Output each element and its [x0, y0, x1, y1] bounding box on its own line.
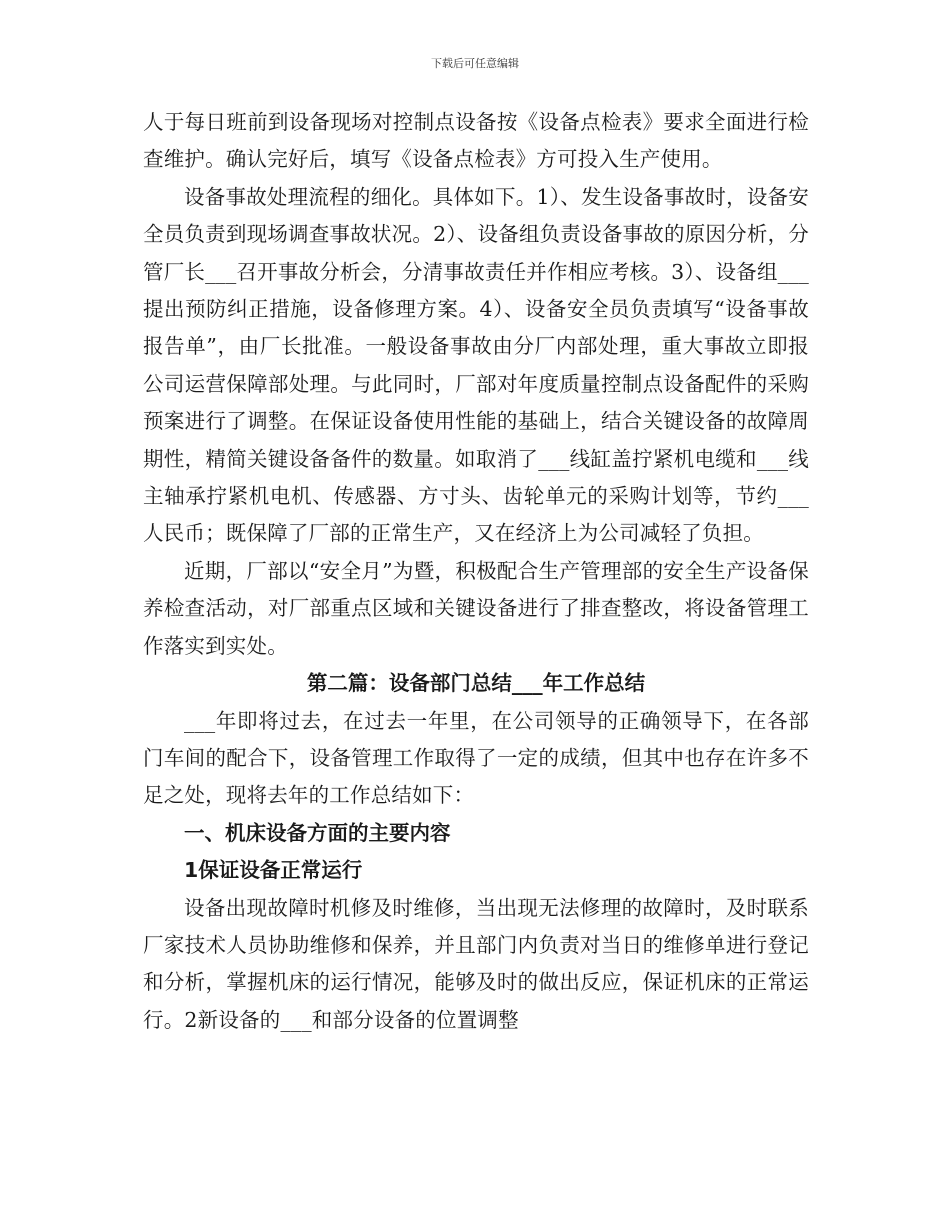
page-header: 下载后可任意编辑 [431, 57, 519, 70]
heading-machine-tools: 一、机床设备方面的主要内容 [184, 820, 451, 845]
paragraph-maintenance: 设备出现故障时机修及时维修，当出现无法修理的故障时，及时联系厂家技术人员协助维修和保养，并且部门内负责对当日的维修单进行登记和分析，掌握机床的运行情况，能够及时的做出反应，保证机床的正常运行。2新设备的___和部分设备的位置调整 [143, 895, 809, 1032]
paragraph-inspection: 人于每日班前到设备现场对控制点设备按《设备点检表》要求全面进行检查维护。确认完好后，填写《设备点检表》方可投入生产使用。 [143, 110, 809, 172]
heading-normal-operation: 1保证设备正常运行 [184, 858, 363, 883]
section-title: 第二篇：设备部门总结___年工作总结 [306, 671, 646, 696]
paragraph-intro: ___年即将过去，在过去一年里，在公司领导的正确领导下，在各部门车间的配合下，设备管理工作取得了一定的成绩，但其中也存在许多不足之处，现将去年的工作总结如下： [143, 708, 809, 808]
document-body [143, 104, 809, 1039]
paragraph-safety-month: 近期，厂部以“安全月”为暨，积极配合生产管理部的安全生产设备保养检查活动，对厂部重点区域和关键设备进行了排查整改，将设备管理工作落实到实处。 [143, 558, 809, 658]
paragraph-accident-process: 设备事故处理流程的细化。具体如下。1）、发生设备事故时，设备安全员负责到现场调查事故状况。2）、设备组负责设备事故的原因分析，分管厂长___召开事故分析会，分清事故责任并作相应考核。3）、设备组___提出预防纠正措施，设备修理方案。4）、设备安全员负责填写“设备事故报告单”，由厂长批准。一般设备事故由分厂内部处理，重大事故立即报公司运营保障部处理。与此同时，厂部对年度质量控制点设备配件的采购预案进行了调整。在保证设备使用性能的基础上，结合关键设备的故障周期性，精简关键设备备件的数量。如取消了___线缸盖拧紧机电缆和___线主轴承拧紧机电机、传感器、方寸头、齿轮单元的采购计划等，节约___人民币；既保障了厂部的正常生产，又在经济上为公司减轻了负担。 [143, 184, 809, 546]
